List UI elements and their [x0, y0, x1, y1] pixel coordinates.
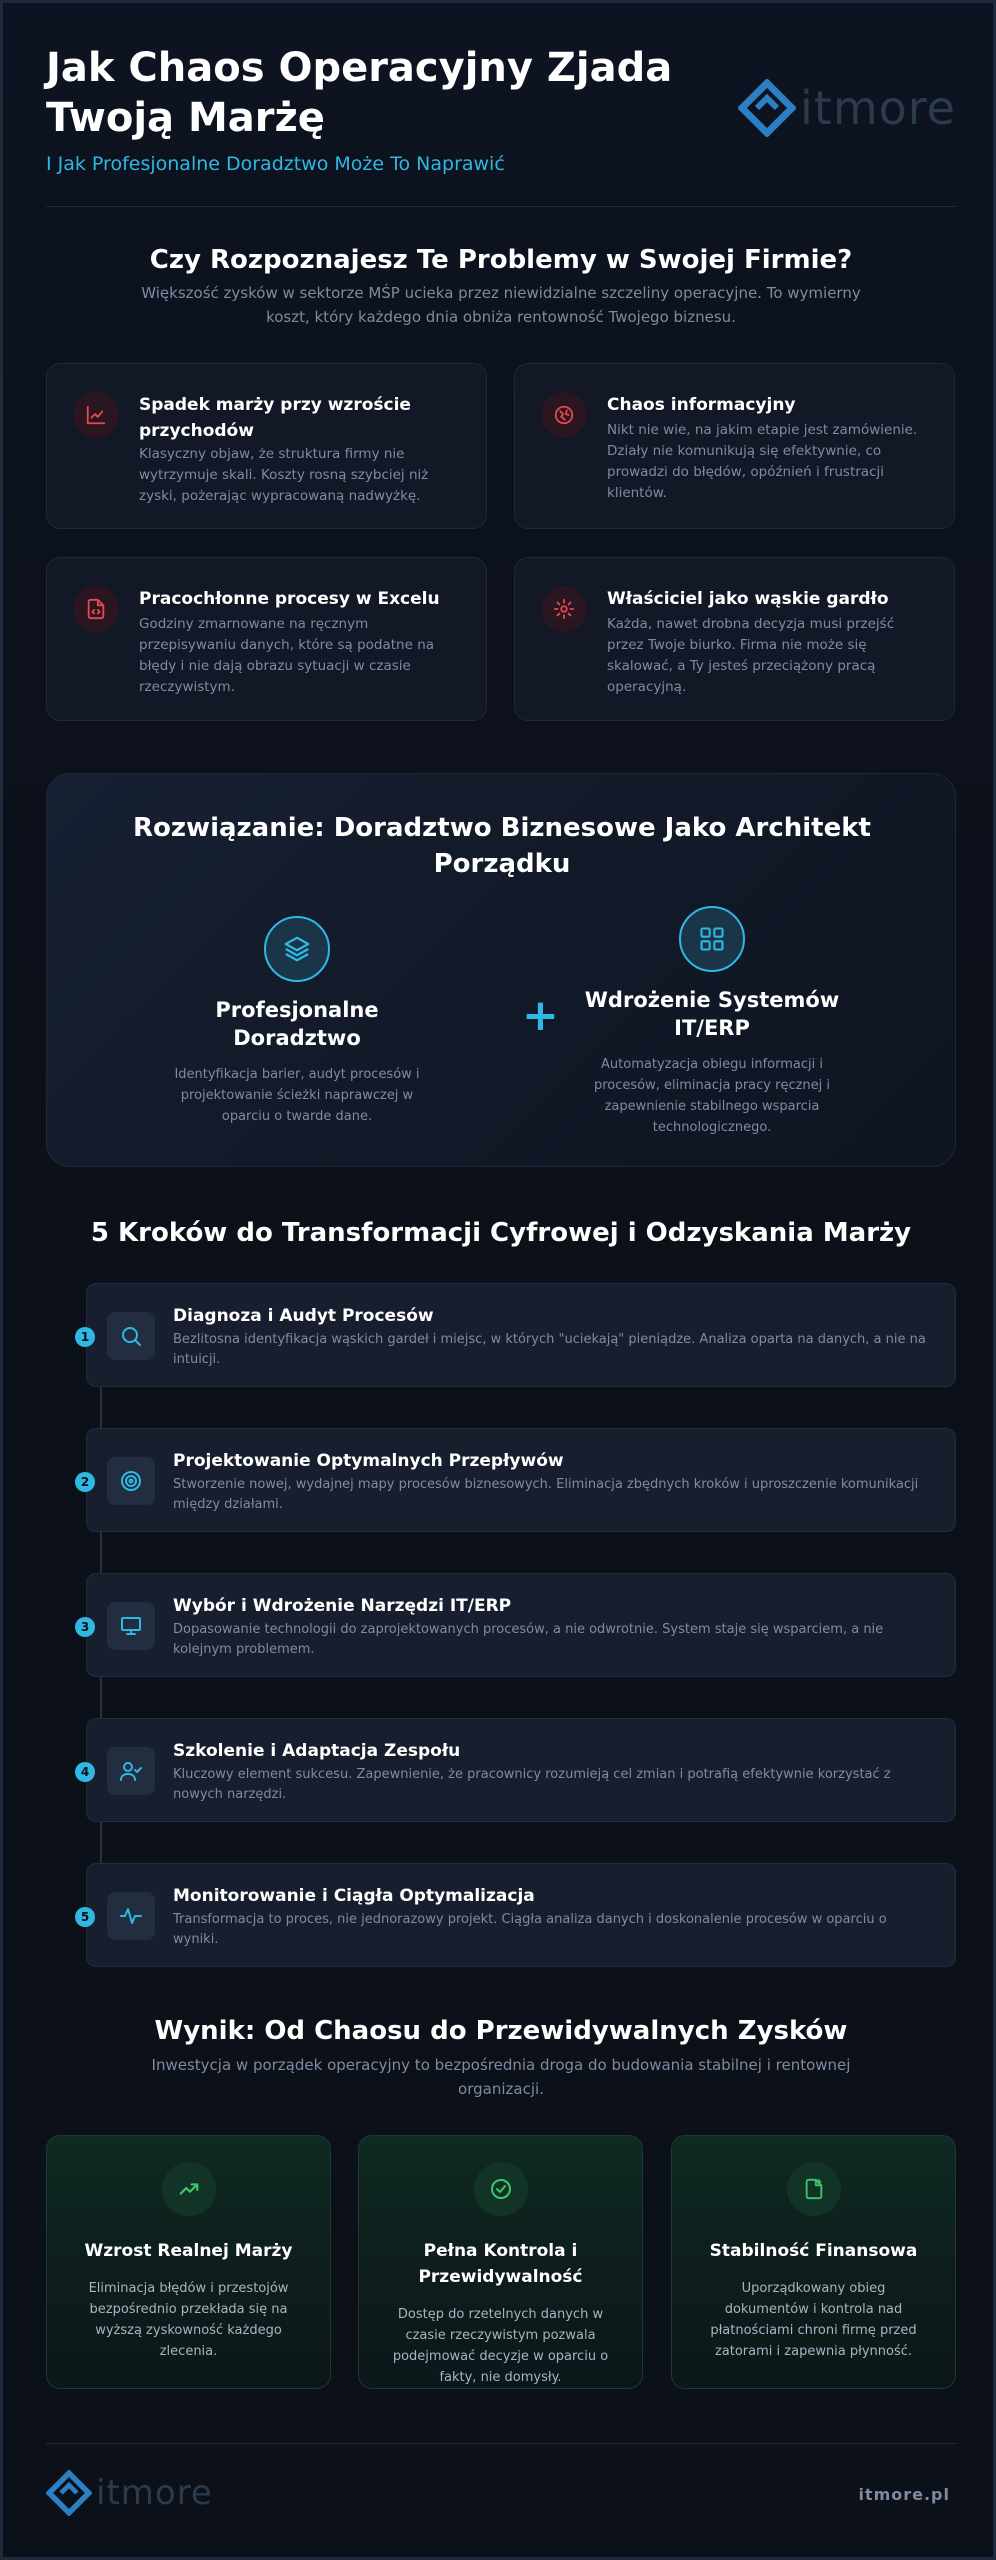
website-link[interactable]: itmore.pl [858, 2485, 950, 2504]
problem-card [46, 363, 487, 529]
monitor-icon [107, 1602, 155, 1650]
footer-logo[interactable] [46, 2470, 213, 2516]
page-title: Jak Chaos Operacyjny Zjada Twoją Marżę [46, 45, 673, 141]
step-item [80, 1718, 956, 1822]
file-plus-icon [787, 2162, 841, 2216]
grid-icon [679, 906, 745, 972]
step-number: 4 [75, 1762, 95, 1782]
logo-text: itmore [800, 81, 956, 135]
header-divider [46, 206, 956, 207]
problems-description: Większość zysków w sektorze MŚP ucieka przez niewidzialne szczeliny operacyjne. To wymierny koszt, który każdego dnia obniża rentowność Twojego biznesu. [141, 284, 861, 326]
target-icon [107, 1457, 155, 1505]
logo-text: itmore [96, 2473, 213, 2513]
solution-left-title: Profesjonalne Doradztwo [215, 998, 379, 1050]
result-description: Eliminacja błędów i przestojów bezpośrednio przekłada się na wyższą zyskowność każdego zlecenia. [88, 2281, 289, 2359]
step-description: Kluczowy element sukcesu. Zapewnienie, że pracownicy rozumieją cel zmian i potrafią efektywnie korzystać z nowych narzędzi. [173, 1767, 891, 1802]
step-item [80, 1573, 956, 1677]
step-title: Monitorowanie i Ciągła Optymalizacja [173, 1886, 535, 1906]
solution-consulting [162, 916, 432, 1127]
results-description: Inwestycja w porządek operacyjny to bezpośrednia droga do budowania stabilnej i rentownej organizacji. [151, 2056, 851, 2098]
step-item [80, 1863, 956, 1967]
problem-card [46, 557, 487, 721]
chart-line-icon [73, 392, 119, 438]
step-number: 3 [75, 1617, 95, 1637]
problem-description: Klasyczny objaw, że struktura firmy nie wytrzymuje skali. Koszty rosną szybciej niż zyski, pożerając wypracowaną nadwyżkę. [139, 446, 429, 504]
problem-description: Każda, nawet drobna decyzja musi przejść przez Twoje biurko. Firma nie może się skalować, a Ty jesteś przeciążony pracą operacyjną. [607, 616, 895, 695]
header-logo[interactable] [738, 79, 956, 137]
step-item [80, 1283, 956, 1387]
solution-erp [577, 906, 847, 1138]
problem-card [514, 557, 955, 721]
trending-up-icon [162, 2162, 216, 2216]
problem-description: Nikt nie wie, na jakim etapie jest zamówienie. Działy nie komunikują się efektywnie, co prowadzi do błędów, opóźnień i frustracji klientów. [607, 422, 918, 501]
chaos-icon [541, 392, 587, 438]
search-icon [107, 1312, 155, 1360]
step-number: 5 [75, 1907, 95, 1927]
spreadsheet-file-icon [73, 586, 119, 632]
result-title: Stabilność Finansowa [709, 2241, 918, 2261]
step-number: 1 [75, 1327, 95, 1347]
solution-right-title: Wdrożenie Systemów IT/ERP [584, 988, 840, 1040]
result-description: Uporządkowany obieg dokumentów i kontrola nad płatnościami chroni firmę przed zatorami i zapewnia płynność. [710, 2281, 917, 2359]
step-description: Transformacja to proces, nie jednorazowy projekt. Ciągła analiza danych i doskonalenie procesów w oparciu o wyniki. [173, 1912, 887, 1947]
problem-title: Spadek marży przy wzroście przychodów [139, 395, 411, 441]
footer-divider [46, 2443, 956, 2444]
activity-pulse-icon [107, 1892, 155, 1940]
results-title: Wynik: Od Chaosu do Przewidywalnych Zysków [154, 2016, 848, 2046]
result-card [671, 2135, 956, 2389]
solution-right-description: Automatyzacja obiegu informacji i procesów, eliminacja pracy ręcznej i zapewnienie stabilnego wsparcia technologicznego. [593, 1057, 831, 1135]
step-title: Wybór i Wdrożenie Narzędzi IT/ERP [173, 1596, 512, 1616]
problems-title: Czy Rozpoznajesz Te Problemy w Swojej Firmie? [149, 245, 853, 275]
step-description: Stworzenie nowej, wydajnej mapy procesów biznesowych. Eliminacja zbędnych kroków i uproszczenie komunikacji między działami. [173, 1477, 919, 1512]
step-item [80, 1428, 956, 1532]
result-card [46, 2135, 331, 2389]
step-title: Szkolenie i Adaptacja Zespołu [173, 1741, 461, 1761]
problem-card [514, 363, 955, 529]
problem-description: Godziny zmarnowane na ręcznym przepisywaniu danych, które są podatne na błędy i nie dają obrazu sytuacji w czasie rzeczywistym. [139, 616, 435, 695]
result-title: Wzrost Realnej Marży [84, 2241, 293, 2261]
problem-title: Chaos informacyjny [607, 395, 796, 415]
result-card [358, 2135, 643, 2389]
layers-icon [264, 916, 330, 982]
page-subtitle: I Jak Profesjonalne Doradztwo Może To Naprawić [46, 153, 505, 175]
result-title: Pełna Kontrola i Przewidywalność [418, 2241, 583, 2287]
step-number: 2 [75, 1472, 95, 1492]
step-title: Projektowanie Optymalnych Przepływów [173, 1451, 564, 1471]
user-check-icon [107, 1747, 155, 1795]
itmore-logo-icon [46, 2470, 92, 2516]
step-description: Bezlitosna identyfikacja wąskich gardeł i miejsc, w których "uciekają" pieniądze. Analiza oparta na danych, a nie na intuicji. [173, 1332, 926, 1367]
step-description: Dopasowanie technologii do zaprojektowanych procesów, a nie odwrotnie. System staje się wsparciem, a nie kolejnym problemem. [173, 1622, 884, 1657]
plus-sign: + [522, 990, 559, 1041]
step-title: Diagnoza i Audyt Procesów [173, 1306, 434, 1326]
itmore-logo-icon [738, 79, 796, 137]
steps-title: 5 Kroków do Transformacji Cyfrowej i Odzyskania Marży [90, 1218, 912, 1248]
check-circle-icon [474, 2162, 528, 2216]
solution-title: Rozwiązanie: Doradztwo Biznesowe Jako Architekt Porządku [133, 813, 871, 879]
problem-title: Pracochłonne procesy w Excelu [139, 589, 440, 609]
bottleneck-gear-icon [541, 586, 587, 632]
header [46, 43, 956, 205]
solution-left-description: Identyfikacja barier, audyt procesów i projektowanie ścieżki naprawczej w oparciu o twarde dane. [174, 1067, 420, 1124]
solution-panel [46, 773, 956, 1167]
result-description: Dostęp do rzetelnych danych w czasie rzeczywistym pozwala podejmować decyzje w oparciu o fakty, nie domysły. [392, 2307, 609, 2385]
problem-title: Właściciel jako wąskie gardło [607, 589, 889, 609]
